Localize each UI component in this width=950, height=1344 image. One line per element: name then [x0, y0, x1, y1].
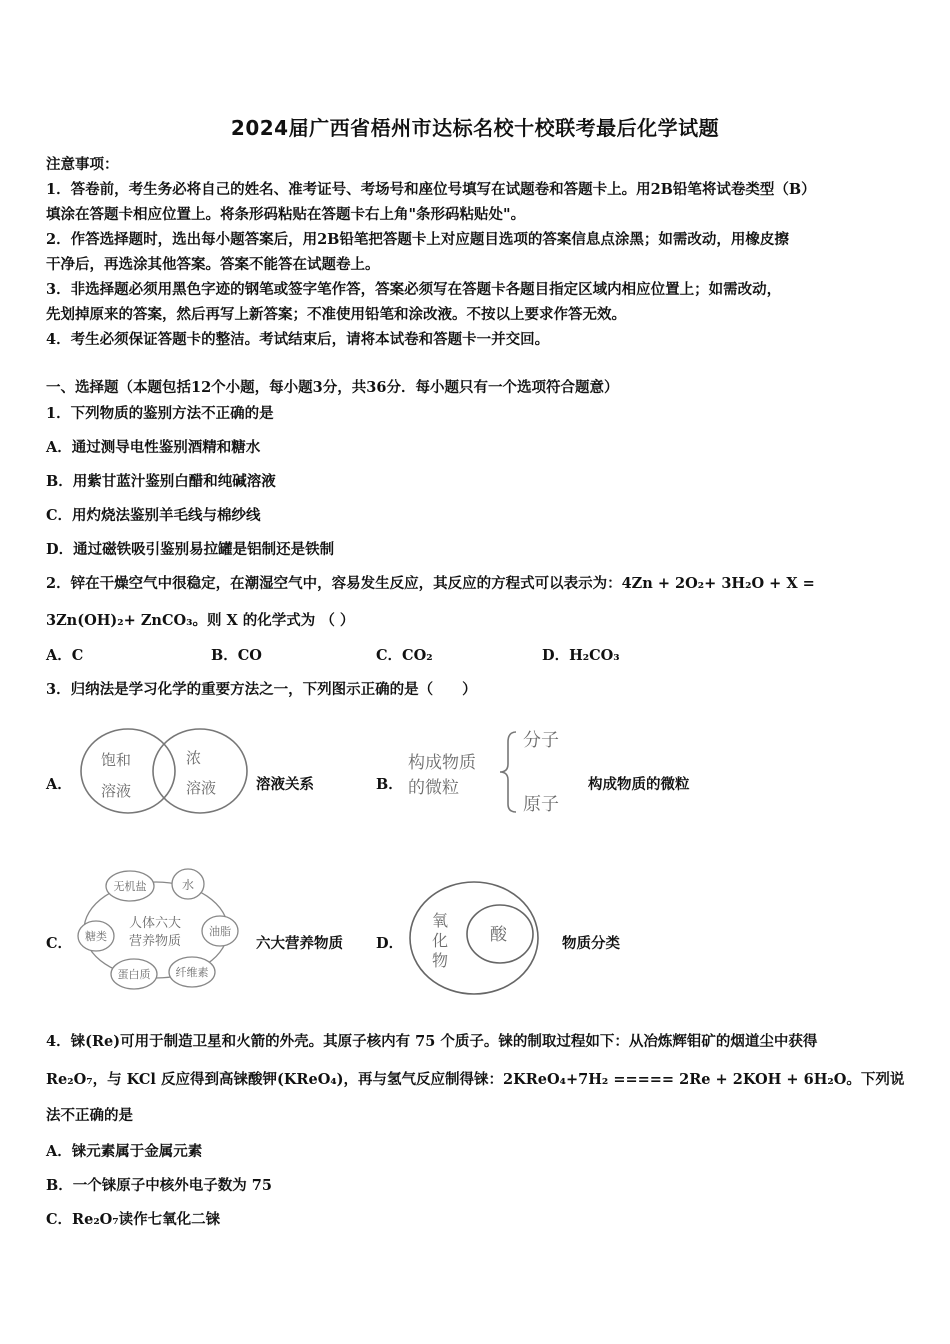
- q4-stem-2: Re₂O₇，与 KCl 反应得到高铼酸钾(KReO₄)，再与氢气反应制得铼：2KReO₄+7H₂ ===== 2Re + 2KOH + 6H₂O。下列说: [46, 1071, 905, 1088]
- nutrients-diagram: [68, 862, 250, 994]
- q3-option-d-letter: D．: [376, 935, 404, 952]
- classification-diagram: [402, 876, 552, 1000]
- notice-line: 4．考生必须保证答题卡的整洁。考试结束后，请将本试卷和答题卡一并交回。: [46, 331, 550, 348]
- notice-line: 填涂在答题卡相应位置上。将条形码粘贴在答题卡右上角"条形码粘贴处"。: [46, 206, 526, 223]
- q1-option-a: A．通过测导电性鉴别酒精和糖水: [46, 439, 261, 456]
- concentrated-circle: [153, 729, 247, 813]
- bracket-top: 分子: [523, 730, 559, 751]
- nutrient-label: 蛋白质: [117, 968, 151, 981]
- q2-option-c: C．CO₂: [376, 647, 433, 664]
- q3-option-b-caption: 构成物质的微粒: [588, 776, 690, 793]
- q1-option-d: D．通过磁铁吸引鉴别易拉罐是铝制还是铁制: [46, 541, 335, 558]
- nutrient-node: [78, 921, 114, 951]
- bracket-bottom: 原子: [523, 794, 559, 815]
- oxide-label-3: 物: [432, 951, 449, 970]
- q1-option-b: B．用紫甘蓝汁鉴别白醋和纯碱溶液: [46, 473, 276, 490]
- q2-option-b: B．CO: [211, 647, 262, 664]
- q3-option-b-letter: B．: [376, 776, 403, 793]
- q1-stem: 1．下列物质的鉴别方法不正确的是: [46, 405, 274, 422]
- notice-line: 干净后，再选涂其他答案。答案不能答在试题卷上。: [46, 256, 380, 273]
- q2-stem-1: [46, 572, 815, 593]
- q4-stem-3: 法不正确的是: [46, 1107, 133, 1124]
- nutrient-node: [111, 959, 157, 989]
- bracket-label-2: 的微粒: [408, 778, 459, 798]
- saturated-circle: [81, 729, 175, 813]
- q2-stem-2: 3Zn(OH)₂+ ZnCO₃。则 X 的化学式为 （ ）: [46, 612, 355, 629]
- nutrient-node: [202, 916, 238, 946]
- nutrient-node: [106, 871, 154, 901]
- notice-heading: 注意事项：: [46, 156, 119, 173]
- brace-shape: [500, 732, 516, 812]
- venn-right-2: 溶液: [186, 779, 217, 797]
- q4-stem-1: 4．铼(Re)可用于制造卫星和火箭的外壳。其原子核内有 75 个质子。铼的制取过程如下：从冶炼辉钼矿的烟道尘中获得: [46, 1033, 818, 1050]
- acid-label: 酸: [490, 925, 507, 945]
- nutrient-center-2: 营养物质: [129, 934, 182, 949]
- q4-option-c: C．Re₂O₇读作七氧化二铼: [46, 1211, 221, 1228]
- nutrient-center-1: 人体六大: [129, 916, 182, 931]
- q2-option-a: A．C: [46, 647, 84, 664]
- q2-equation-part: 4Zn + 2O₂+ 3H₂O + X =: [621, 575, 815, 592]
- oxide-label-1: 氧: [432, 911, 449, 930]
- particle-bracket-diagram: [400, 720, 585, 820]
- q1-option-c: C．用灼烧法鉴别羊毛线与棉纱线: [46, 507, 261, 524]
- venn-left-2: 溶液: [101, 782, 132, 800]
- oxide-label-2: 化: [432, 931, 449, 950]
- q2-option-d: D．H₂CO₃: [542, 647, 620, 664]
- q3-option-d-caption: 物质分类: [562, 935, 620, 952]
- q3-option-a-letter: A．: [46, 776, 72, 793]
- page-title: 2024届广西省梧州市达标名校十校联考最后化学试题: [230, 116, 720, 140]
- q4-option-b: B．一个铼原子中核外电子数为 75: [46, 1177, 272, 1194]
- notice-line: 2．作答选择题时，选出每小题答案后，用2B铅笔把答题卡上对应题目选项的答案信息点涂黑；如需改动，用橡皮擦: [46, 231, 789, 248]
- nutrient-label: 糖类: [85, 930, 107, 943]
- nutrient-node: [172, 869, 204, 899]
- q3-stem: 3．归纳法是学习化学的重要方法之一，下列图示正确的是（ ）: [46, 681, 477, 698]
- q4-option-a: A．铼元素属于金属元素: [46, 1143, 203, 1160]
- notice-line: 1．答卷前，考生务必将自己的姓名、准考证号、考场号和座位号填写在试题卷和答题卡上。用2B铅笔将试卷类型（B）: [46, 181, 816, 198]
- nutrient-label: 水: [181, 878, 195, 892]
- bracket-label-1: 构成物质: [408, 753, 476, 773]
- q3-option-c-letter: C．: [46, 935, 73, 952]
- nutrient-label: 油脂: [209, 925, 231, 938]
- q2-stem-text: 2．锌在干燥空气中很稳定，在潮湿空气中，容易发生反应，其反应的方程式可以表示为：: [46, 575, 622, 592]
- oxide-circle: [410, 882, 538, 994]
- q3-option-a-caption: 溶液关系: [256, 776, 314, 793]
- q3-option-c-caption: 六大营养物质: [256, 935, 343, 952]
- nutrient-label: 纤维素: [175, 966, 209, 979]
- nutrient-node: [169, 957, 215, 987]
- venn-left-1: 饱和: [101, 751, 132, 769]
- nutrient-label: 无机盐: [113, 880, 147, 893]
- venn-right-1: 浓: [186, 749, 202, 767]
- section-heading: 一、选择题（本题包括12个小题，每小题3分，共36分．每小题只有一个选项符合题意）: [46, 379, 619, 396]
- notice-line: 3．非选择题必须用黑色字迹的钢笔或签字笔作答，答案必须写在答题卡各题目指定区域内相应位置上；如需改动，: [46, 281, 782, 298]
- solution-venn-diagram: [70, 718, 250, 824]
- notice-line: 先划掉原来的答案，然后再写上新答案；不准使用铅笔和涂改液。不按以上要求作答无效。: [46, 306, 626, 323]
